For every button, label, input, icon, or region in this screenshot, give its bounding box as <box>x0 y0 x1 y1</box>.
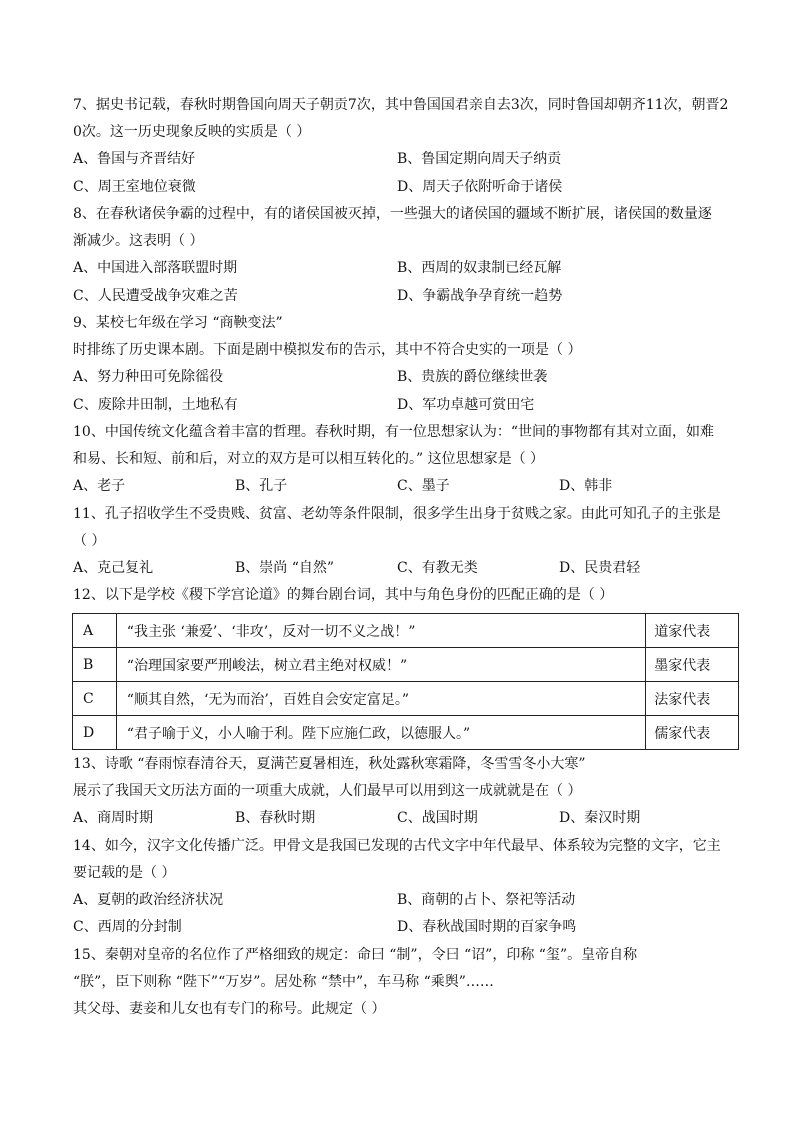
table-row[interactable] <box>73 614 739 648</box>
q9-option-d[interactable]: D、军功卓越可赏田宅 <box>397 397 535 413</box>
q12-dialogue-table <box>72 613 739 750</box>
q10-stem-line1: 10、中国传统文化蕴含着丰富的哲理。春秋时期，有一位思想家认为：“世间的事物都有其对立面，如难 <box>73 424 714 440</box>
table-row[interactable] <box>73 648 739 682</box>
q10-option-c[interactable]: C、墨子 <box>397 478 450 494</box>
row-letter: D <box>73 716 117 750</box>
row-letter: B <box>73 648 117 682</box>
q7-option-b[interactable]: B、鲁国定期向周天子纳贡 <box>397 151 562 167</box>
q8-option-b[interactable]: B、西周的奴隶制已经瓦解 <box>397 260 562 276</box>
q7-stem-line2: 0次。这一历史现象反映的实质是（ ） <box>73 124 311 140</box>
row-quote: “我主张 ‘兼爱’、‘非攻’，反对一切不义之战！” <box>116 614 645 648</box>
q13-option-a[interactable]: A、商周时期 <box>73 810 154 826</box>
q8-stem-line1: 8、在春秋诸侯争霸的过程中，有的诸侯国被灭掉，一些强大的诸侯国的疆域不断扩展，诸侯国的数量逐 <box>73 206 712 222</box>
q10-option-b[interactable]: B、孔子 <box>235 478 288 494</box>
q9-option-b[interactable]: B、贵族的爵位继续世袭 <box>397 369 548 385</box>
q14-option-a[interactable]: A、夏朝的政治经济状况 <box>73 892 224 908</box>
row-quote: “顺其自然，‘无为而治’，百姓自会安定富足。” <box>116 682 645 716</box>
row-role: 儒家代表 <box>646 716 739 750</box>
q8-option-d[interactable]: D、争霸战争孕育统一趋势 <box>397 288 563 304</box>
q13-stem-line2: 展示了我国天文历法方面的一项重大成就，人们最早可以用到这一成就就是在（ ） <box>73 783 582 799</box>
q9-stem-line2: 时排练了历史课本剧。下面是剧中模拟发布的告示，其中不符合史实的一项是（ ） <box>73 342 582 358</box>
table-row[interactable] <box>73 682 739 716</box>
row-letter: C <box>73 682 117 716</box>
row-role: 道家代表 <box>646 614 739 648</box>
q11-option-c[interactable]: C、有教无类 <box>397 560 478 576</box>
q15-stem-line3: 其父母、妻妾和儿女也有专门的称号。此规定（ ） <box>73 1001 386 1017</box>
q14-option-b[interactable]: B、商朝的占卜、祭祀等活动 <box>397 892 576 908</box>
q15-stem-line2: “朕”，臣下则称 “陛下”“万岁”。居处称 “禁中”，车马称 “乘舆”…… <box>73 974 494 990</box>
q9-option-c[interactable]: C、废除井田制，土地私有 <box>73 397 238 413</box>
q9-option-a[interactable]: A、努力种田可免除徭役 <box>73 369 224 385</box>
q11-stem-line2: （ ） <box>73 533 106 549</box>
q14-option-d[interactable]: D、春秋战国时期的百家争鸣 <box>397 919 577 935</box>
q13-stem-line1: 13、诗歌 “春雨惊春清谷天，夏满芒夏暑相连，秋处露秋寒霜降，冬雪雪冬小大寒” <box>73 756 586 772</box>
q10-stem-line2: 和易、长和短、前和后，对立的双方是可以相互转化的。” 这位思想家是（ ） <box>73 451 545 467</box>
q13-option-d[interactable]: D、秦汉时期 <box>559 810 641 826</box>
q7-option-d[interactable]: D、周天子依附听命于诸侯 <box>397 179 563 195</box>
q8-option-a[interactable]: A、中国进入部落联盟时期 <box>73 260 238 276</box>
row-quote: “君子喻于义，小人喻于利。陛下应施仁政，以德服人。” <box>116 716 645 750</box>
q8-stem-line2: 渐减少。这表明（ ） <box>73 233 204 249</box>
row-letter: A <box>73 614 117 648</box>
row-quote: “治理国家要严刑峻法，树立君主绝对权威！” <box>116 648 645 682</box>
q14-stem-line1: 14、如今，汉字文化传播广泛。甲骨文是我国已发现的古代文字中年代最早、体系较为完整的文字，它主 <box>73 838 721 854</box>
table-row[interactable] <box>73 716 739 750</box>
q11-option-b[interactable]: B、崇尚 “自然” <box>235 560 335 576</box>
q8-option-c[interactable]: C、人民遭受战争灾难之苦 <box>73 288 238 304</box>
q13-option-c[interactable]: C、战国时期 <box>397 810 478 826</box>
q11-option-a[interactable]: A、克己复礼 <box>73 560 154 576</box>
q12-stem-line1: 12、以下是学校《稷下学宫论道》的舞台剧台词，其中与角色身份的匹配正确的是（ ） <box>73 587 614 603</box>
q10-option-d[interactable]: D、韩非 <box>559 478 613 494</box>
q11-stem-line1: 11、孔子招收学生不受贵贱、贫富、老幼等条件限制，很多学生出身于贫贱之家。由此可知孔子的主张是 <box>73 506 721 522</box>
q7-option-a[interactable]: A、鲁国与齐晋结好 <box>73 151 196 167</box>
row-role: 墨家代表 <box>646 648 739 682</box>
q9-stem-line1: 9、某校七年级在学习 “商鞅变法” <box>73 315 283 331</box>
q7-option-c[interactable]: C、周王室地位衰微 <box>73 179 196 195</box>
q15-stem-line1: 15、秦朝对皇帝的名位作了严格细致的规定：命曰 “制”，令曰 “诏”，印称 “玺”。皇帝自称 <box>73 947 638 963</box>
q14-option-c[interactable]: C、西周的分封制 <box>73 919 182 935</box>
q14-stem-line2: 要记载的是（ ） <box>73 865 176 881</box>
q13-option-b[interactable]: B、春秋时期 <box>235 810 316 826</box>
row-role: 法家代表 <box>646 682 739 716</box>
q7-stem-line1: 7、据史书记载，春秋时期鲁国向周天子朝贡7次，其中鲁国国君亲自去3次，同时鲁国却朝齐11次，朝晋2 <box>73 97 729 113</box>
q11-option-d[interactable]: D、民贵君轻 <box>559 560 641 576</box>
q10-option-a[interactable]: A、老子 <box>73 478 126 494</box>
